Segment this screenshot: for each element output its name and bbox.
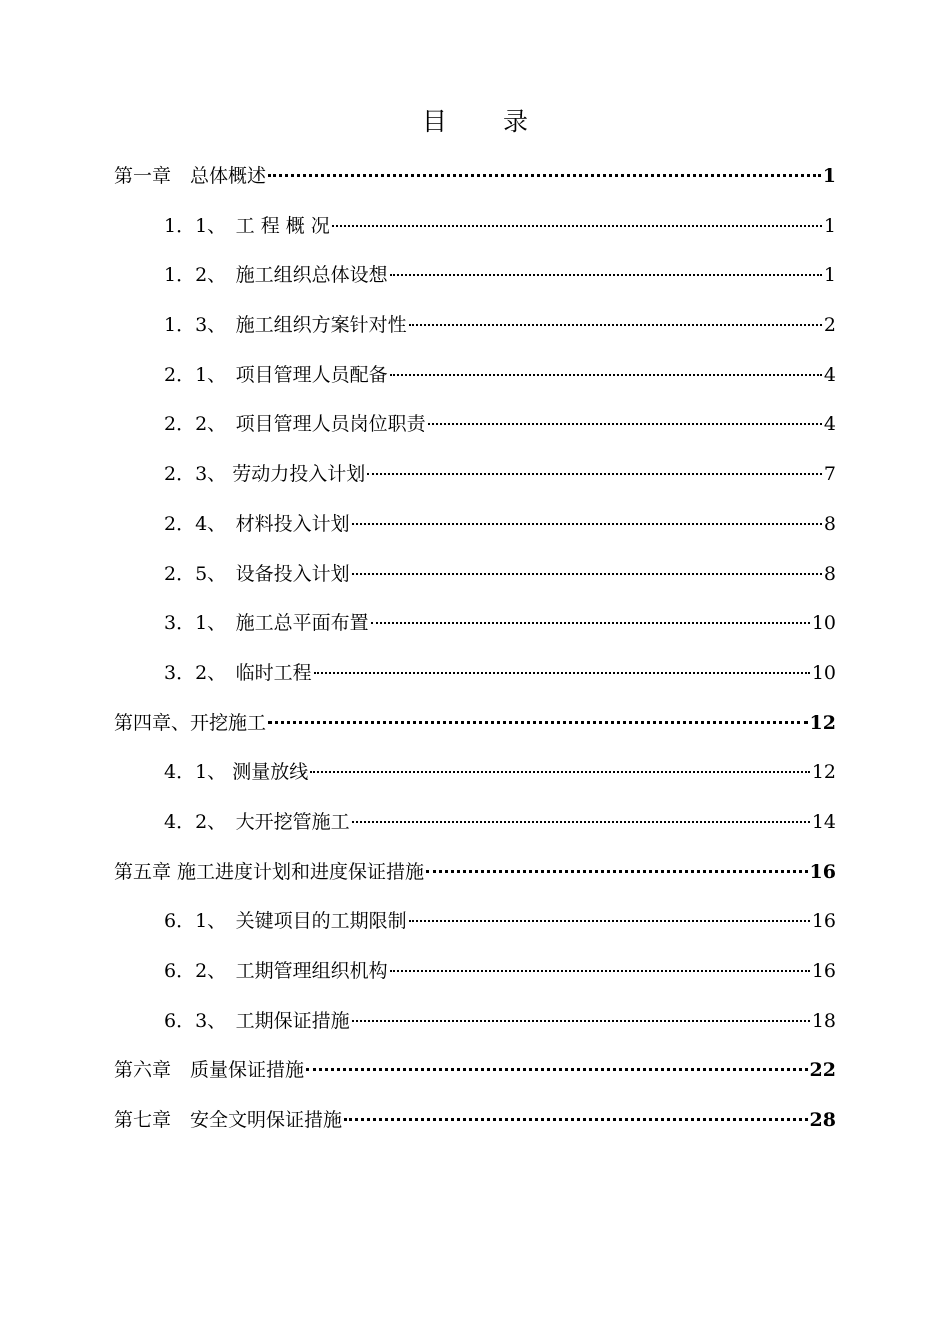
- toc-entry-label: 1．1、 工 程 概 况: [164, 214, 330, 237]
- toc-dot-leader: [409, 920, 810, 922]
- toc-entry[interactable]: [114, 355, 836, 405]
- toc-entry-page: 2: [823, 314, 836, 337]
- toc-entry[interactable]: [114, 802, 836, 852]
- toc-dot-leader: [390, 374, 822, 376]
- toc-entry[interactable]: [114, 454, 836, 504]
- toc-entry[interactable]: [114, 1001, 836, 1051]
- toc-entry[interactable]: [114, 156, 836, 206]
- toc-title: 目 录: [422, 107, 552, 136]
- toc-entry-page: 1: [823, 214, 836, 237]
- toc-entry-label: 3．1、 施工总平面布置: [164, 612, 369, 635]
- toc-entry-page: 12: [811, 761, 836, 784]
- toc-entry-label: 2．1、 项目管理人员配备: [164, 363, 388, 386]
- toc-dot-leader: [352, 821, 810, 823]
- toc-entry[interactable]: [114, 305, 836, 355]
- toc-dot-leader: [344, 1118, 808, 1121]
- toc-dot-leader: [426, 870, 808, 873]
- toc-entry[interactable]: [114, 1100, 836, 1150]
- toc-entry-page: 4: [823, 363, 836, 386]
- toc-entry[interactable]: [114, 703, 836, 753]
- toc-dot-leader: [428, 423, 822, 425]
- toc-dot-leader: [352, 573, 822, 575]
- toc-dot-leader: [352, 1020, 810, 1022]
- toc-dot-leader: [367, 473, 822, 475]
- toc-dot-leader: [314, 672, 810, 674]
- toc-entry-page: 10: [811, 661, 836, 684]
- toc-entry-label: 第五章 施工进度计划和进度保证措施: [114, 860, 425, 883]
- toc-entry[interactable]: [114, 901, 836, 951]
- toc-entry-label: 2．2、 项目管理人员岗位职责: [164, 413, 426, 436]
- toc-entry-page: 12: [809, 711, 836, 734]
- toc-dot-leader: [390, 970, 810, 972]
- toc-dot-leader: [310, 771, 810, 773]
- toc-entry-page: 8: [823, 512, 836, 535]
- toc-entry-label: 1．3、 施工组织方案针对性: [164, 314, 407, 337]
- toc-entry-label: 4．1、 测量放线: [164, 761, 309, 784]
- toc-entry-label: 2．5、 设备投入计划: [164, 562, 350, 585]
- toc-entry[interactable]: [114, 1050, 836, 1100]
- toc-entry-page: 28: [809, 1109, 836, 1132]
- toc-entry-label: 2．3、 劳动力投入计划: [164, 463, 366, 486]
- toc-entry-page: 8: [823, 562, 836, 585]
- toc-entry[interactable]: [114, 951, 836, 1001]
- toc-entry-page: 18: [811, 1009, 836, 1032]
- toc-entry-label: 4．2、 大开挖管施工: [164, 810, 350, 833]
- toc-entry-page: 16: [811, 910, 836, 933]
- toc-dot-leader: [268, 721, 808, 724]
- toc-entry-page: 22: [809, 1059, 836, 1082]
- toc-entry-label: 6．1、 关键项目的工期限制: [164, 910, 407, 933]
- toc-entry[interactable]: [114, 504, 836, 554]
- toc-dot-leader: [409, 324, 822, 326]
- toc-entry-label: 1．2、 施工组织总体设想: [164, 264, 388, 287]
- toc-entry[interactable]: [114, 752, 836, 802]
- toc-entry-label: 6．2、 工期管理组织机构: [164, 960, 388, 982]
- toc-entry-label: 第六章 质量保证措施: [114, 1059, 305, 1082]
- toc-entry-label: 第四章、开挖施工: [114, 711, 267, 734]
- toc-entry-page: 4: [823, 413, 836, 436]
- toc-entry[interactable]: [114, 852, 836, 902]
- toc-entry-page: 16: [809, 860, 836, 883]
- toc-entry-page: 14: [811, 810, 836, 833]
- toc-dot-leader: [352, 523, 822, 525]
- toc-entry-page: 1: [823, 264, 836, 287]
- toc-entry-page: 7: [823, 463, 836, 486]
- toc-entry-page: 1: [822, 165, 836, 187]
- toc-entry-label: 6．3、 工期保证措施: [164, 1009, 350, 1032]
- toc-dot-leader: [306, 1068, 808, 1071]
- toc-dot-leader: [332, 225, 822, 227]
- toc-entry[interactable]: [114, 554, 836, 604]
- toc-entry[interactable]: [114, 206, 836, 256]
- toc-entry[interactable]: [114, 653, 836, 703]
- toc-entry-page: 10: [811, 612, 836, 635]
- toc-list: [114, 156, 836, 1150]
- toc-entry[interactable]: [114, 404, 836, 454]
- toc-entry-label: 第一章 总体概述: [114, 165, 267, 187]
- toc-entry-label: 2．4、 材料投入计划: [164, 512, 350, 535]
- toc-entry-label: 3．2、 临时工程: [164, 661, 312, 684]
- toc-entry-page: 16: [811, 960, 836, 982]
- toc-dot-leader: [390, 274, 822, 276]
- toc-entry-label: 第七章 安全文明保证措施: [114, 1109, 343, 1132]
- toc-dot-leader: [268, 174, 821, 177]
- toc-entry[interactable]: [114, 255, 836, 305]
- toc-dot-leader: [371, 622, 810, 624]
- toc-entry[interactable]: [114, 603, 836, 653]
